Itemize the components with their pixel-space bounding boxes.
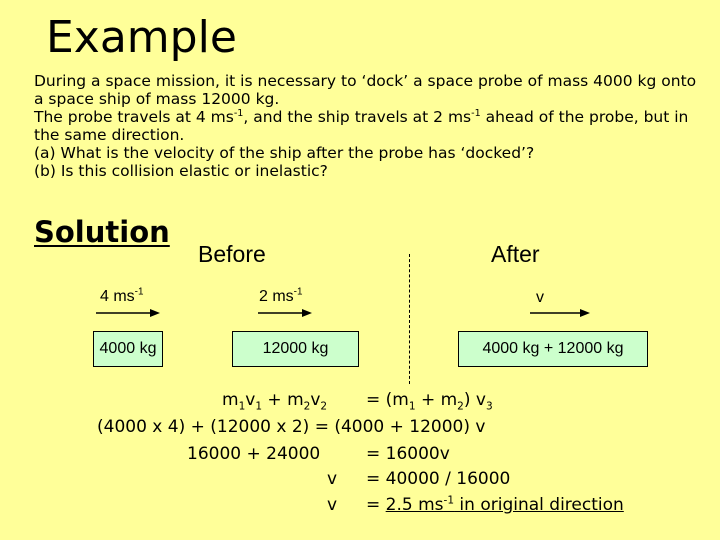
before-heading: Before xyxy=(198,241,266,267)
equation-line-4-right: = 40000 / 16000 xyxy=(366,469,511,489)
combined-velocity-label: v xyxy=(536,289,544,306)
ship-speed-text: , and the ship travels at 2 ms xyxy=(243,108,472,126)
equation-line-3-right: = 16000v xyxy=(366,444,450,464)
probe-box: 4000 kg xyxy=(93,331,163,367)
combined-box: 4000 kg + 12000 kg xyxy=(458,331,648,367)
equation-line-1-left: $m_1v_1 + m_2v_2$ xyxy=(222,390,328,413)
probe-arrow-icon xyxy=(96,309,160,317)
equation-line-5-right: = 2.5 $ms^{-1}$ in original direction xyxy=(366,494,624,515)
problem-line-1: During a space mission, it is necessary to ‘dock’ a space probe of mass 4000 kg onto a space ship of mass 12000 kg. xyxy=(34,72,697,108)
slide-title: Example xyxy=(46,12,237,63)
equation-line-2: (4000 x 4) + (12000 x 2) = (4000 + 12000) v xyxy=(97,417,486,437)
question-b: (b) Is this collision elastic or inelastic? xyxy=(34,162,328,180)
superscript: -1 xyxy=(293,286,303,298)
equation-line-1-right: = $(m_1 + m_2)$ $v_3$ xyxy=(366,390,493,413)
superscript: -1 xyxy=(233,107,244,119)
ship-arrow-icon xyxy=(258,309,312,317)
equation-line-3-left: 16000 + 24000 xyxy=(187,444,321,464)
direction-text: ahead of the probe, but in the same direction. xyxy=(34,108,689,144)
equation-line-4-left: v xyxy=(327,469,338,489)
after-heading: After xyxy=(491,241,540,267)
superscript: -1 xyxy=(471,107,481,119)
combined-arrow-icon xyxy=(530,309,590,317)
ship-speed-value: 2 ms xyxy=(259,288,294,305)
probe-speed-value: 4 ms xyxy=(100,288,135,305)
question-a: (a) What is the velocity of the ship after the probe has ‘docked’? xyxy=(34,144,535,162)
solution-heading: Solution xyxy=(34,215,170,249)
equation-line-5-left: v xyxy=(327,495,338,515)
superscript: -1 xyxy=(134,286,144,298)
final-answer: 2.5 $ms^{-1}$ in original direction xyxy=(385,494,624,515)
ship-box: 12000 kg xyxy=(232,331,359,367)
probe-speed-text: The probe travels at 4 ms xyxy=(34,108,234,126)
